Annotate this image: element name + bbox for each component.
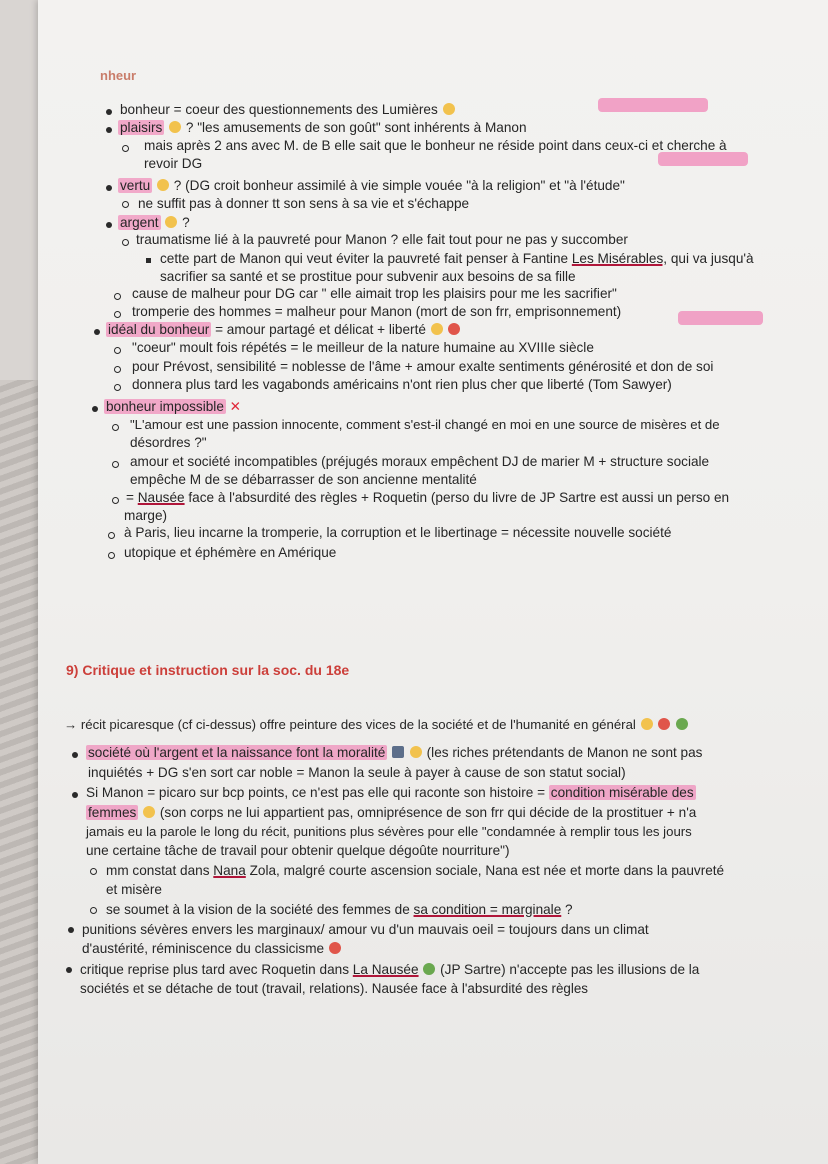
note-line: traumatisme lié à la pauvreté pour Manon ? elle fait tout pour ne pas y succomber — [136, 232, 628, 247]
note-text: se soumet à la vision de la société des femmes de — [106, 902, 410, 917]
book-title: La Nausée — [352, 962, 419, 977]
candle-icon — [443, 103, 455, 115]
note-text: d'austérité, réminiscence du classicisme — [82, 941, 325, 956]
note-line: empêche M de se débarrasser de son ancienne mentalité — [130, 472, 477, 487]
note-line: inquiétés + DG s'en sort car noble = Manon la seule à payer à cause de son statut social) — [88, 765, 626, 780]
note-line: sociétés et se détache de tout (travail, relations). Nausée face à l'absurdité des règles — [80, 981, 588, 996]
note-line — [86, 744, 702, 761]
note-line: désordres ?" — [130, 435, 207, 450]
sub-bullet — [114, 347, 121, 354]
bullet — [106, 222, 112, 228]
note-line: à Paris, lieu incarne la tromperie, la corruption et le libertinage = nécessite nouvelle société — [124, 525, 672, 540]
sub-bullet — [122, 145, 129, 152]
note-line — [82, 940, 342, 957]
bullet — [94, 329, 100, 335]
note-line — [80, 961, 699, 978]
note-line: tromperie des hommes = malheur pour Manon (mort de son frr, emprisonnement) — [132, 304, 622, 319]
note-line: utopique et éphémère en Amérique — [124, 545, 337, 560]
note-text: face à l'absurdité des règles + Roquetin (perso du livre de JP Sartre est aussi un perso en — [188, 490, 730, 505]
underlined-text: sa condition = marginale — [413, 902, 562, 917]
note-line — [106, 862, 724, 879]
note-text: ? — [182, 215, 190, 230]
bullet — [106, 185, 112, 191]
sub-bullet — [108, 552, 115, 559]
note-line — [86, 804, 696, 821]
angry-face-icon — [329, 942, 341, 954]
note-text: ? "les amusements de son goût" sont inhérents à Manon — [185, 120, 527, 135]
book-title: Les Misérables, — [571, 251, 668, 266]
chart-icon — [392, 746, 404, 758]
bullet — [66, 967, 72, 973]
bullet — [106, 109, 112, 115]
highlight-ideal: idéal du bonheur — [108, 322, 210, 337]
globe-icon — [676, 718, 688, 730]
note-line — [104, 398, 241, 415]
note-text: (les riches prétendants de Manon ne sont pas — [426, 745, 703, 760]
sub-bullet — [122, 239, 129, 246]
people-icon — [658, 718, 670, 730]
sub-bullet — [112, 424, 119, 431]
sub-bullet — [114, 311, 121, 318]
bullet — [72, 792, 78, 798]
halo-icon — [157, 179, 169, 191]
note-line — [118, 214, 190, 231]
cross-icon: ✕ — [229, 399, 242, 414]
note-text: ? (DG croit bonheur assimilé à vie simple vouée "à la religion" et "à l'étude" — [173, 178, 625, 193]
note-line: punitions sévères envers les marginaux/ amour vu d'un mauvais oeil = toujours dans un climat — [82, 922, 649, 937]
note-line: mais après 2 ans avec M. de B elle sait que le bonheur ne réside point dans ceux-ci et cherche à — [144, 138, 727, 153]
section-title: 9) Critique et instruction sur la soc. du 18e — [66, 662, 350, 678]
note-line — [64, 716, 689, 733]
section-heading: nheur — [100, 68, 137, 83]
sub-bullet — [108, 532, 115, 539]
sub-bullet — [112, 461, 119, 468]
note-line: cause de malheur pour DG car " elle aimait trop les plaisirs pour me les sacrifier" — [132, 286, 617, 301]
note-text: ? — [565, 902, 573, 917]
note-text: = amour partagé et délicat + liberté — [215, 322, 426, 337]
highlight-argent: argent — [120, 215, 159, 230]
note-text: bonheur = coeur des questionnements des Lumières — [120, 102, 438, 117]
note-text: (JP Sartre) n'accepte pas les illusions de la — [440, 962, 700, 977]
note-line: jamais eu la parole le long du récit, punitions plus sévères pour elle "condamnée à remplir tous les jours — [86, 824, 692, 839]
note-line: "L'amour est une passion innocente, comment s'est-il changé en moi en une source de misères et de — [130, 417, 720, 432]
note-line: amour et société incompatibles (préjugés moraux empêchent DJ de marier M + structure sociale — [130, 454, 710, 469]
highlight-morality: société où l'argent et la naissance font la moralité — [88, 745, 386, 760]
note-line: et misère — [106, 882, 162, 897]
note-text: récit picaresque (cf ci-dessus) offre peinture des vices de la société et de l'humanité en général — [80, 717, 636, 732]
note-line: revoir DG — [144, 156, 203, 171]
note-text: = — [126, 490, 134, 505]
hug-icon — [431, 323, 443, 335]
tent-icon — [448, 323, 460, 335]
note-text: critique reprise plus tard avec Roquetin dans — [80, 962, 350, 977]
note-line: une certaine tâche de travail pour obtenir quelque dégoûte nourriture") — [86, 843, 510, 858]
sub-bullet — [114, 366, 121, 373]
highlight-femmes: femmes — [88, 805, 137, 820]
note-line: ne suffit pas à donner tt son sens à sa vie et s'échappe — [138, 196, 470, 211]
highlight-condition: condition misérable des — [550, 785, 694, 800]
nauseated-icon — [423, 963, 435, 975]
note-text: Si Manon = picaro sur bcp points, ce n'est pas elle qui raconte son histoire = — [86, 785, 546, 800]
sub-bullet — [112, 497, 119, 504]
note-text: mm constat dans — [106, 863, 210, 878]
note-line — [160, 250, 754, 267]
note-line: marge) — [124, 508, 168, 523]
note-line — [106, 321, 461, 338]
book-title: Nana — [213, 863, 246, 878]
highlight-vertu: vertu — [120, 178, 151, 193]
note-line: sacrifier sa santé et se prostitue pour subvenir aux besoins de sa fille — [160, 269, 576, 284]
sub-bullet — [90, 868, 97, 875]
square-bullet — [146, 258, 151, 263]
note-line — [120, 101, 456, 118]
note-line: donnera plus tard les vagabonds américains n'ont rien plus cher que liberté (Tom Sawyer) — [132, 377, 672, 392]
sub-bullet — [114, 293, 121, 300]
bullet — [106, 127, 112, 133]
highlight-impossible: bonheur impossible — [106, 399, 224, 414]
crying-icon — [143, 806, 155, 818]
note-text: qui va jusqu'à — [670, 251, 754, 266]
note-text: cette part de Manon qui veut éviter la pauvreté fait penser à Fantine — [160, 251, 569, 266]
sub-bullet — [90, 907, 97, 914]
money-icon — [165, 216, 177, 228]
note-line — [106, 901, 573, 918]
note-line — [86, 784, 696, 801]
bullet — [92, 406, 98, 412]
face-icon — [641, 718, 653, 730]
bullet — [68, 927, 74, 933]
money-face-icon — [410, 746, 422, 758]
arrow-icon: → — [64, 717, 78, 732]
note-line: "coeur" moult fois répétés = le meilleur de la nature humaine au XVIIIe siècle — [132, 340, 594, 355]
book-title: Nausée — [137, 490, 185, 505]
smile-icon — [169, 121, 181, 133]
note-line: pour Prévost, sensibilité = noblesse de l'âme + amour exalte sentiments générosité et don de soi — [132, 359, 714, 374]
note-text: Zola, malgré courte ascension sociale, Nana est née et morte dans la pauvreté — [249, 863, 725, 878]
note-line — [126, 489, 729, 506]
highlight-plaisirs: plaisirs — [120, 120, 163, 135]
note-line — [118, 177, 625, 194]
bullet — [72, 752, 78, 758]
note-line — [118, 119, 527, 136]
note-text: (son corps ne lui appartient pas, omniprésence de son frr qui décide de la prostituer + n'a — [159, 805, 697, 820]
sub-bullet — [114, 384, 121, 391]
sub-bullet — [122, 201, 129, 208]
